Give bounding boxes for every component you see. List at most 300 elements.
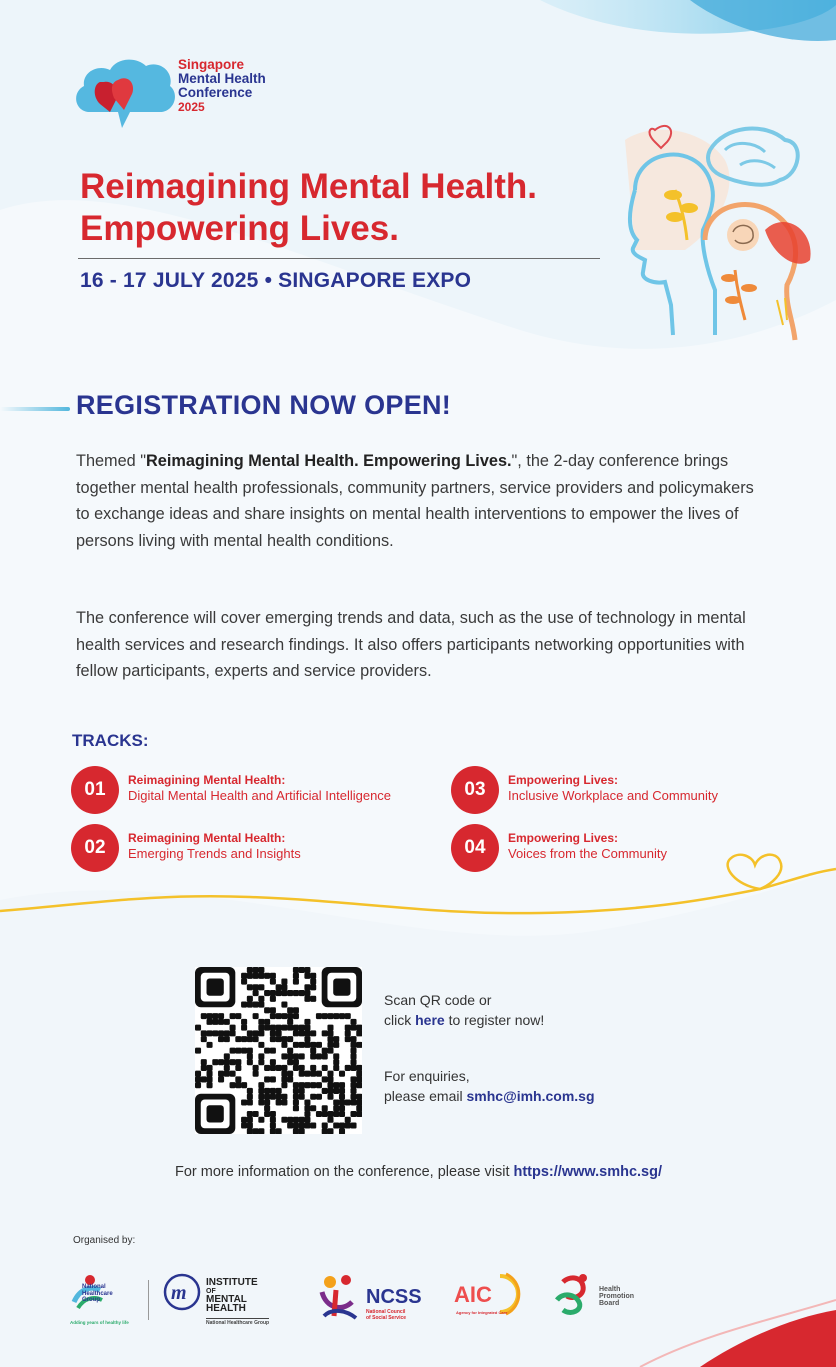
qr-module	[276, 1094, 282, 1100]
qr-module	[235, 1082, 241, 1088]
qr-module	[333, 1099, 339, 1105]
aic-logo	[452, 1272, 524, 1332]
qr-module	[310, 1030, 316, 1036]
qr-module	[310, 973, 316, 979]
qr-module	[276, 1030, 282, 1036]
qr-module	[258, 1019, 264, 1025]
qr-module	[304, 1025, 310, 1031]
qr-module	[247, 1099, 253, 1105]
qr-module	[212, 1030, 218, 1036]
qr-module	[310, 996, 316, 1002]
head-brain-illustration	[615, 120, 830, 345]
qr-module	[327, 1094, 333, 1100]
qr-module	[247, 1059, 253, 1065]
qr-module	[350, 1082, 356, 1088]
qr-module	[230, 1030, 236, 1036]
more-info-prefix: For more information on the conference, please visit	[175, 1164, 514, 1180]
qr-module	[304, 1105, 310, 1111]
qr-module	[287, 1025, 293, 1031]
qr-module	[241, 1036, 247, 1042]
qr-module	[276, 1025, 282, 1031]
qr-module	[235, 1065, 241, 1071]
qr-module	[253, 990, 259, 996]
qr-module	[299, 1042, 305, 1048]
qr-module	[270, 1013, 276, 1019]
qr-module	[195, 1082, 201, 1088]
track-category: Empowering Lives:	[508, 773, 619, 787]
qr-module	[327, 1088, 333, 1094]
qr-module	[304, 1099, 310, 1105]
qr-module	[333, 1042, 339, 1048]
qr-module	[230, 1071, 236, 1077]
qr-module	[264, 1048, 270, 1054]
qr-module	[253, 967, 259, 973]
qr-module	[299, 1025, 305, 1031]
qr-module	[350, 1036, 356, 1042]
qr-module	[270, 990, 276, 996]
track-title: Digital Mental Health and Artificial Intelligence	[128, 788, 392, 803]
qr-module	[207, 1065, 213, 1071]
qr-module	[264, 1099, 270, 1105]
cloud-heart-icon	[70, 54, 180, 134]
qr-module	[281, 1013, 287, 1019]
qr-module	[270, 1122, 276, 1128]
qr-module	[264, 1025, 270, 1031]
qr-module	[207, 1042, 213, 1048]
qr-module	[270, 1007, 276, 1013]
qr-module	[281, 1002, 287, 1008]
qr-module	[356, 1071, 362, 1077]
qr-module	[247, 973, 253, 979]
qr-module	[327, 1025, 333, 1031]
qr-module	[333, 1065, 339, 1071]
qr-module	[299, 1128, 305, 1134]
qr-module	[247, 984, 253, 990]
qr-module	[218, 1036, 224, 1042]
qr-module	[293, 1122, 299, 1128]
qr-module	[207, 1013, 213, 1019]
qr-module	[241, 1019, 247, 1025]
qr-module	[350, 1076, 356, 1082]
qr-module	[345, 1065, 351, 1071]
qr-module	[327, 1082, 333, 1088]
qr-module	[241, 1099, 247, 1105]
qr-module	[253, 1030, 259, 1036]
enquiry-email-link[interactable]: smhc@imh.com.sg	[466, 1088, 595, 1104]
qr-module	[224, 1019, 230, 1025]
qr-module	[304, 990, 310, 996]
qr-module	[258, 1082, 264, 1088]
qr-module	[339, 1088, 345, 1094]
qr-module	[333, 1053, 339, 1059]
qr-module	[258, 1117, 264, 1123]
qr-module	[224, 1059, 230, 1065]
qr-module	[322, 1013, 328, 1019]
qr-module	[299, 1053, 305, 1059]
qr-module	[304, 1122, 310, 1128]
ncss-emblem-icon	[316, 1272, 364, 1322]
scan-line-1: Scan QR code or	[384, 992, 492, 1008]
qr-module	[327, 1128, 333, 1134]
aic-name: AIC	[454, 1282, 492, 1307]
qr-module	[327, 1013, 333, 1019]
qr-module	[322, 1111, 328, 1117]
intro-body: ", the 2-day conference brings together mental health professionals, community partners, service providers and policymakers to exchange ideas and share insights on mental health interventions to empower the lives of persons living with mental health conditions.	[76, 452, 754, 550]
imh-line-4: HEALTH	[206, 1303, 246, 1314]
ncss-logo	[316, 1272, 426, 1332]
tracks-heading: TRACKS:	[72, 731, 149, 750]
qr-module	[253, 1128, 259, 1134]
qr-module	[287, 1059, 293, 1065]
qr-module	[258, 1099, 264, 1105]
qr-module	[201, 1065, 207, 1071]
qr-module	[270, 1025, 276, 1031]
qr-module	[264, 1094, 270, 1100]
qr-module	[270, 1036, 276, 1042]
nhg-line-3: Group	[82, 1297, 100, 1303]
qr-module	[299, 1088, 305, 1094]
qr-module	[276, 1088, 282, 1094]
qr-module	[270, 1059, 276, 1065]
qr-module	[356, 1105, 362, 1111]
qr-module	[258, 1088, 264, 1094]
qr-module	[207, 1076, 213, 1082]
qr-module	[247, 1036, 253, 1042]
qr-module	[310, 1071, 316, 1077]
qr-module	[287, 1076, 293, 1082]
qr-module	[247, 1111, 253, 1117]
qr-module	[287, 1019, 293, 1025]
qr-module	[327, 1117, 333, 1123]
qr-module	[218, 1013, 224, 1019]
qr-module	[333, 1105, 339, 1111]
track-title: Voices from the Community	[508, 846, 667, 861]
qr-module	[327, 1036, 333, 1042]
qr-module	[350, 1025, 356, 1031]
qr-module	[327, 1071, 333, 1077]
qr-module	[253, 1013, 259, 1019]
qr-module	[235, 1036, 241, 1042]
qr-module	[287, 1013, 293, 1019]
qr-module	[345, 1036, 351, 1042]
qr-module	[276, 1013, 282, 1019]
imh-line-1: INSTITUTE	[206, 1277, 258, 1288]
qr-module	[235, 1013, 241, 1019]
hero-title	[80, 166, 620, 250]
qr-module	[322, 1053, 328, 1059]
qr-module	[247, 1128, 253, 1134]
qr-module	[287, 1071, 293, 1077]
qr-module	[327, 1076, 333, 1082]
qr-module	[293, 1013, 299, 1019]
qr-module	[293, 1128, 299, 1134]
qr-module	[270, 1030, 276, 1036]
qr-module	[281, 990, 287, 996]
qr-module	[304, 1111, 310, 1117]
qr-module	[333, 1013, 339, 1019]
qr-module	[350, 1088, 356, 1094]
qr-module	[350, 1042, 356, 1048]
qr-module	[247, 1053, 253, 1059]
qr-module	[264, 1007, 270, 1013]
qr-module	[264, 973, 270, 979]
qr-module	[224, 1036, 230, 1042]
qr-module	[247, 1117, 253, 1123]
qr-module	[241, 1048, 247, 1054]
qr-module	[270, 1128, 276, 1134]
qr-module	[356, 1025, 362, 1031]
qr-module	[322, 1122, 328, 1128]
qr-module	[281, 1053, 287, 1059]
qr-module	[218, 1059, 224, 1065]
qr-module	[241, 1122, 247, 1128]
qr-module	[345, 1025, 351, 1031]
qr-module	[356, 1030, 362, 1036]
track-item	[451, 766, 811, 816]
qr-finder-pattern	[207, 1105, 224, 1122]
qr-module	[304, 973, 310, 979]
qr-module	[327, 1048, 333, 1054]
scan-line-2	[384, 1010, 544, 1030]
qr-module	[281, 1117, 287, 1123]
track-category: Reimagining Mental Health:	[128, 773, 286, 787]
enquiries-prefix: please email	[384, 1088, 467, 1104]
qr-module	[350, 1099, 356, 1105]
qr-module	[345, 1030, 351, 1036]
qr-module	[270, 973, 276, 979]
qr-module	[299, 1071, 305, 1077]
conference-logo	[70, 54, 300, 134]
coverage-paragraph: The conference will cover emerging trends and data, such as the use of technology in mental health services and research findings. It also offers participants networking opportunities with fellow participants, experts and service providers.	[76, 609, 746, 680]
qr-module	[304, 996, 310, 1002]
qr-module	[304, 984, 310, 990]
qr-module	[264, 1111, 270, 1117]
qr-module	[247, 1094, 253, 1100]
qr-module	[281, 1094, 287, 1100]
qr-module	[281, 1071, 287, 1077]
ncss-sub-2: of Social Service	[366, 1315, 407, 1321]
qr-module	[258, 984, 264, 990]
qr-module	[299, 990, 305, 996]
qr-module	[258, 967, 264, 973]
qr-module	[293, 1099, 299, 1105]
qr-module	[201, 1030, 207, 1036]
qr-module	[276, 990, 282, 996]
enquiries-line-2	[384, 1086, 595, 1106]
qr-module	[247, 967, 253, 973]
qr-module	[241, 979, 247, 985]
qr-module	[310, 1082, 316, 1088]
qr-module	[316, 1071, 322, 1077]
qr-module	[350, 1065, 356, 1071]
qr-module	[207, 1071, 213, 1077]
qr-module	[339, 1082, 345, 1088]
imh-emblem-icon	[162, 1272, 202, 1312]
logo-divider	[148, 1280, 149, 1320]
qr-module	[270, 1065, 276, 1071]
enquiries-line-1: For enquiries,	[384, 1068, 470, 1084]
qr-module	[293, 1094, 299, 1100]
qr-module	[264, 1019, 270, 1025]
qr-module	[264, 1105, 270, 1111]
qr-module	[356, 1042, 362, 1048]
intro-theme: Reimagining Mental Health. Empowering Lives.	[146, 452, 512, 470]
qr-module	[258, 996, 264, 1002]
imh-subtitle: National Healthcare Group	[206, 1320, 270, 1326]
track-title: Emerging Trends and Insights	[128, 846, 301, 861]
more-info-text	[175, 1164, 662, 1180]
qr-module	[270, 1111, 276, 1117]
qr-module	[281, 1042, 287, 1048]
qr-module	[299, 1117, 305, 1123]
qr-module	[339, 1071, 345, 1077]
registration-qr-code[interactable]	[195, 967, 362, 1134]
qr-module	[299, 1094, 305, 1100]
qr-module	[218, 1019, 224, 1025]
qr-module	[258, 1059, 264, 1065]
qr-module	[253, 1071, 259, 1077]
qr-module	[281, 1036, 287, 1042]
qr-module	[350, 1111, 356, 1117]
qr-module	[304, 1117, 310, 1123]
qr-module	[258, 1128, 264, 1134]
qr-module	[201, 1036, 207, 1042]
logo-line-mental-health: Mental Health	[178, 71, 266, 86]
qr-module	[247, 1048, 253, 1054]
website-link[interactable]: https://www.smhc.sg/	[513, 1164, 663, 1180]
qr-module	[322, 1030, 328, 1036]
qr-module	[270, 1076, 276, 1082]
qr-module	[299, 1065, 305, 1071]
qr-module	[218, 1076, 224, 1082]
hero-divider	[78, 258, 600, 259]
qr-module	[247, 1122, 253, 1128]
qr-module	[253, 984, 259, 990]
qr-module	[195, 1076, 201, 1082]
hpb-line-2: Promotion	[599, 1293, 634, 1300]
qr-module	[327, 1111, 333, 1117]
qr-module	[304, 1030, 310, 1036]
qr-module	[253, 1111, 259, 1117]
event-date-venue: 16 - 17 JULY 2025 • SINGAPORE EXPO	[80, 269, 472, 292]
qr-module	[293, 990, 299, 996]
qr-module	[287, 1053, 293, 1059]
track-item	[71, 766, 431, 816]
scan-prefix: click	[384, 1012, 416, 1028]
qr-module	[333, 1082, 339, 1088]
qr-module	[207, 1019, 213, 1025]
register-here-link[interactable]: here	[415, 1012, 445, 1028]
qr-module	[258, 1042, 264, 1048]
qr-module	[293, 1065, 299, 1071]
qr-module	[322, 1128, 328, 1134]
qr-module	[293, 1030, 299, 1036]
qr-module	[310, 1048, 316, 1054]
qr-module	[195, 1071, 201, 1077]
qr-module	[304, 1082, 310, 1088]
qr-module	[258, 1002, 264, 1008]
qr-module	[253, 1002, 259, 1008]
qr-module	[316, 1053, 322, 1059]
qr-module	[356, 1094, 362, 1100]
qr-module	[241, 1117, 247, 1123]
qr-module	[258, 1053, 264, 1059]
qr-module	[287, 1117, 293, 1123]
hpb-logo	[553, 1272, 653, 1332]
qr-module	[235, 1048, 241, 1054]
qr-module	[304, 1042, 310, 1048]
qr-module	[310, 1122, 316, 1128]
qr-module	[281, 1065, 287, 1071]
qr-module	[339, 1128, 345, 1134]
qr-module	[333, 1036, 339, 1042]
qr-module	[310, 1042, 316, 1048]
qr-module	[333, 1059, 339, 1065]
track-title: Inclusive Workplace and Community	[508, 788, 719, 803]
qr-module	[224, 1065, 230, 1071]
qr-module	[345, 1117, 351, 1123]
qr-module	[293, 1105, 299, 1111]
enquiries-text	[384, 1066, 595, 1106]
qr-module	[247, 1088, 253, 1094]
qr-module	[310, 1065, 316, 1071]
qr-module	[356, 1082, 362, 1088]
qr-module	[241, 1082, 247, 1088]
qr-module	[304, 1071, 310, 1077]
qr-module	[195, 1048, 201, 1054]
qr-module	[224, 1030, 230, 1036]
qr-module	[293, 973, 299, 979]
qr-module	[230, 1059, 236, 1065]
qr-module	[322, 1088, 328, 1094]
qr-module	[247, 1030, 253, 1036]
qr-module	[201, 1059, 207, 1065]
qr-module	[339, 1105, 345, 1111]
track-number-badge: 04	[451, 824, 499, 872]
qr-module	[293, 1059, 299, 1065]
nhg-logo	[70, 1272, 150, 1332]
qr-module	[281, 1025, 287, 1031]
qr-module	[356, 1111, 362, 1117]
qr-module	[270, 1117, 276, 1123]
hpb-line-1: Health	[599, 1286, 621, 1293]
qr-module	[293, 1053, 299, 1059]
qr-module	[212, 1019, 218, 1025]
intro-paragraph	[76, 448, 766, 554]
qr-module	[287, 1007, 293, 1013]
qr-module	[356, 1065, 362, 1071]
track-number-badge: 02	[71, 824, 119, 872]
qr-module	[322, 1076, 328, 1082]
qr-module	[201, 1076, 207, 1082]
qr-module	[212, 1059, 218, 1065]
nhg-tagline: Adding years of healthy life	[70, 1320, 129, 1325]
qr-module	[350, 1048, 356, 1054]
qr-module	[350, 1094, 356, 1100]
qr-module	[299, 967, 305, 973]
qr-module	[212, 1013, 218, 1019]
qr-module	[281, 979, 287, 985]
qr-module	[235, 1076, 241, 1082]
qr-module	[253, 1036, 259, 1042]
qr-module	[304, 1019, 310, 1025]
qr-module	[316, 1013, 322, 1019]
scan-instructions	[384, 990, 544, 1030]
qr-module	[333, 1088, 339, 1094]
qr-module	[333, 1111, 339, 1117]
qr-module	[293, 1088, 299, 1094]
qr-module	[281, 1082, 287, 1088]
